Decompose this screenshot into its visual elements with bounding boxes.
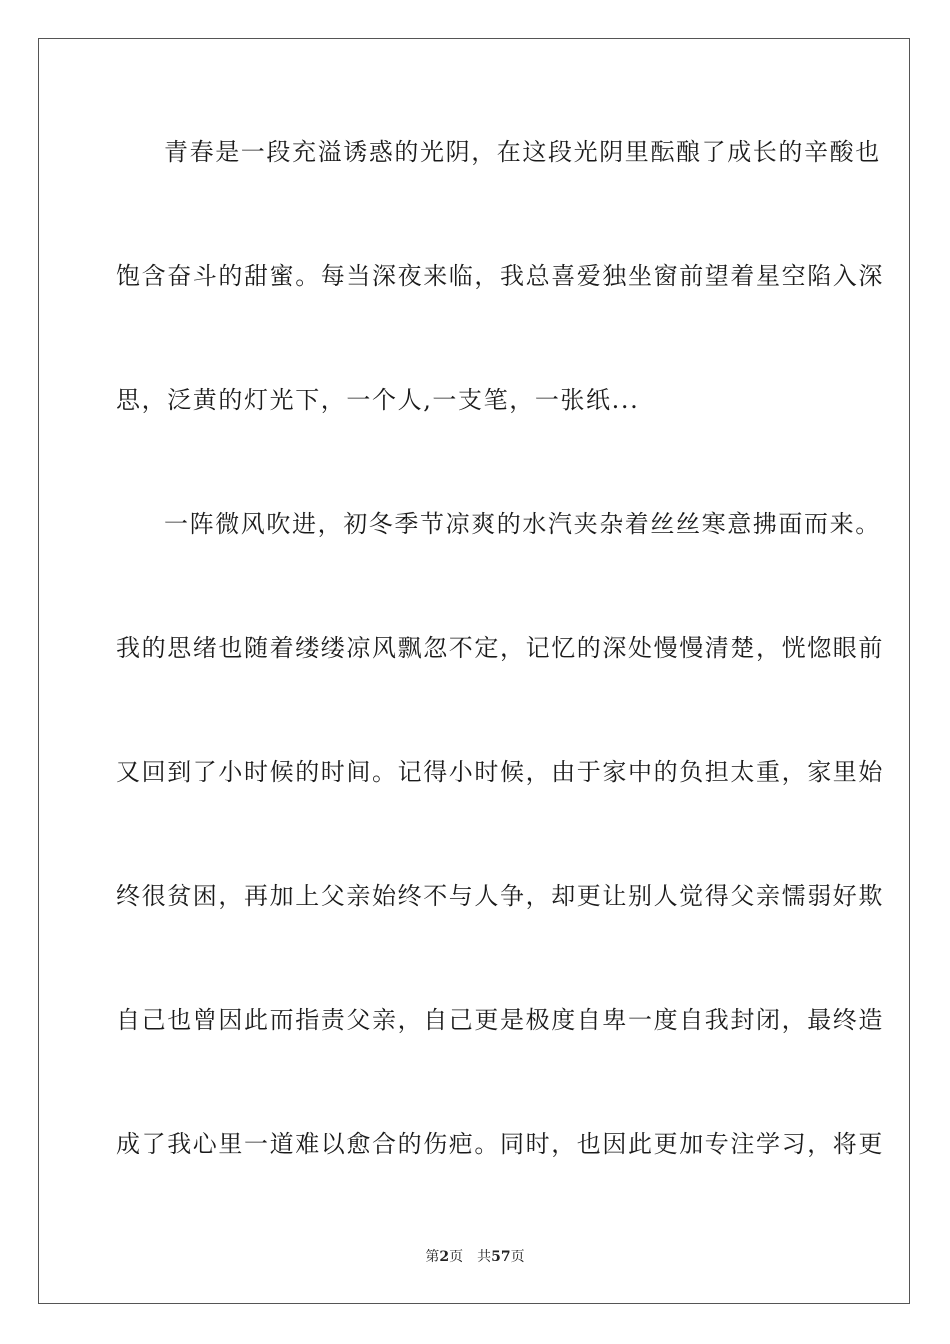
paragraph-2-line-2: 我的思绪也随着缕缕凉风飘忽不定，记忆的深处慢慢清楚，恍惚眼前 — [116, 634, 884, 662]
page-number: 2 — [439, 1249, 450, 1265]
page-footer — [0, 1246, 950, 1266]
total-suffix: 页 — [510, 1249, 525, 1265]
paragraph-2-line-6: 成了我心里一道难以愈合的伤疤。同时，也因此更加专注学习，将更 — [116, 1130, 884, 1158]
page-prefix: 第 — [425, 1249, 440, 1265]
total-pages: 57 — [491, 1249, 511, 1265]
paragraph-2-line-4: 终很贫困，再加上父亲始终不与人争，却更让别人觉得父亲懦弱好欺 — [116, 882, 884, 910]
paragraph-1-line-3: 思，泛黄的灯光下，一个人,一支笔，一张纸... — [116, 386, 640, 414]
paragraph-2-line-5: 自己也曾因此而指责父亲，自己更是极度自卑一度自我封闭，最终造 — [116, 1006, 884, 1034]
paragraph-2-line-1: 一阵微风吹进，初冬季节凉爽的水汽夹杂着丝丝寒意拂面而来。 — [164, 510, 881, 538]
page-suffix: 页 — [449, 1249, 464, 1265]
paragraph-1-line-1: 青春是一段充溢诱惑的光阴，在这段光阴里酝酿了成长的辛酸也 — [164, 138, 881, 166]
page-border — [38, 38, 910, 1304]
total-prefix: 共 — [477, 1249, 492, 1265]
paragraph-1-line-2: 饱含奋斗的甜蜜。每当深夜来临，我总喜爱独坐窗前望着星空陷入深 — [116, 262, 884, 290]
paragraph-2-line-3: 又回到了小时候的时间。记得小时候，由于家中的负担太重，家里始 — [116, 758, 884, 786]
